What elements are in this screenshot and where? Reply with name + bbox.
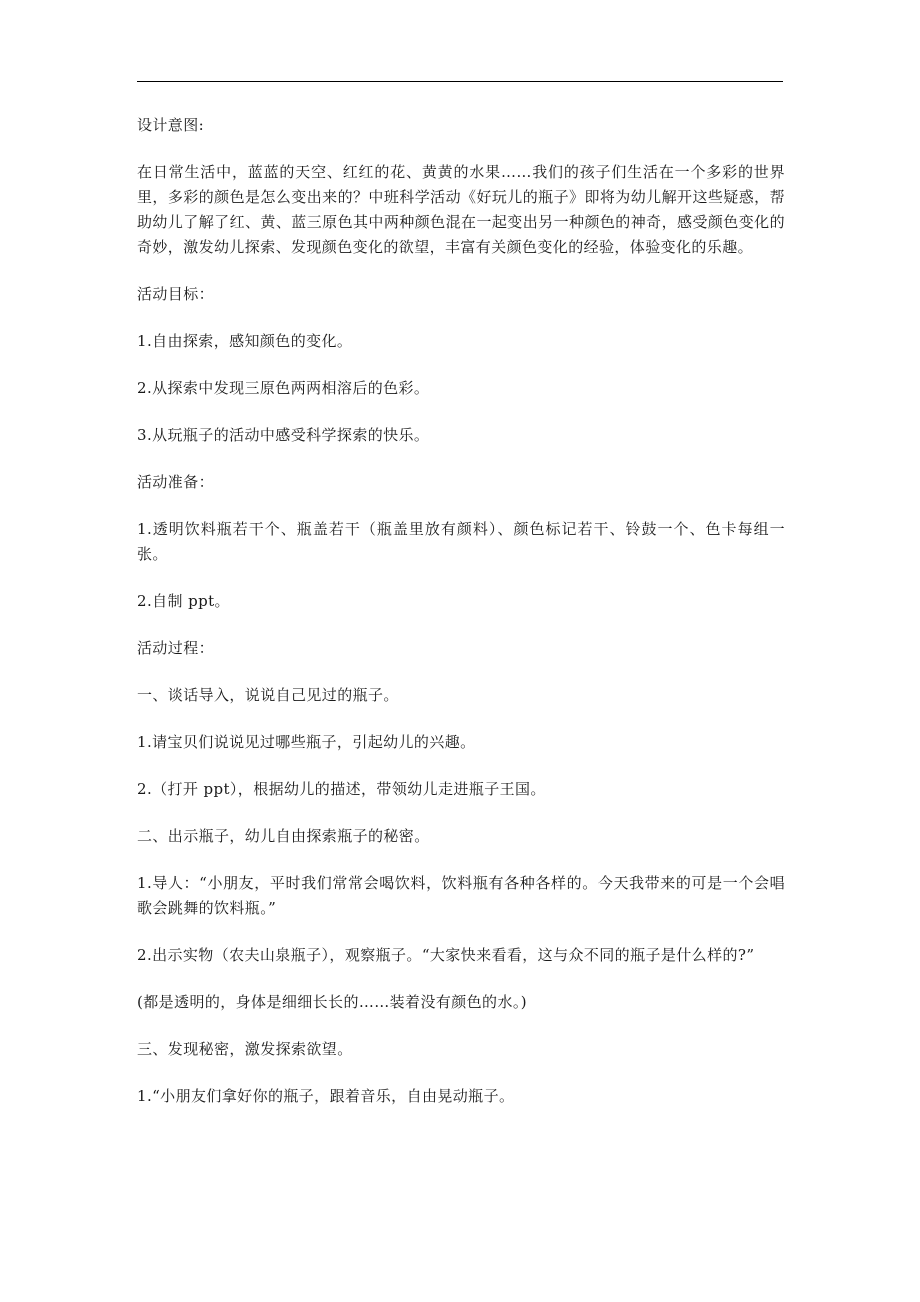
document-body — [137, 113, 785, 1131]
goal-item: 1.自由探索，感知颜色的变化。 — [137, 332, 353, 350]
heading-design-intent: 设计意图: — [137, 116, 205, 134]
prep-item: 1.透明饮料瓶若干个、瓶盖若干（瓶盖里放有颜料）、颜色标记若干、铃鼓一个、色卡每组一张。 — [137, 520, 785, 563]
process-step: (都是透明的，身体是细细长长的……装着没有颜色的水。) — [137, 993, 528, 1011]
process-step: 2.（打开 ppt），根据幼儿的描述，带领幼儿走进瓶子王国。 — [137, 780, 546, 798]
process-step: 二、出示瓶子，幼儿自由探索瓶子的秘密。 — [137, 827, 430, 845]
heading-activity-process: 活动过程： — [137, 639, 215, 657]
process-step: 1.“小朋友们拿好你的瓶子，跟着音乐，自由晃动瓶子。 — [137, 1087, 515, 1105]
prep-item: 2.自制 ppt。 — [137, 592, 230, 610]
header-rule — [137, 81, 783, 82]
process-step: 1.请宝贝们说说见过哪些瓶子，引起幼儿的兴趣。 — [137, 733, 476, 751]
intro-paragraph: 在日常生活中，蓝蓝的天空、红红的花、黄黄的水果……我们的孩子们生活在一个多彩的世界里，多彩的颜色是怎么变出来的？中班科学活动《好玩儿的瓶子》即将为幼儿解开这些疑惑，帮助幼儿了解了红、黄、蓝三原色其中两种颜色混在一起变出另一种颜色的神奇，感受颜色变化的奇妙，激发幼儿探索、发现颜色变化的欲望，丰富有关颜色变化的经验，体验变化的乐趣。 — [137, 163, 785, 256]
heading-activity-preparation: 活动准备： — [137, 473, 215, 491]
heading-activity-goals: 活动目标： — [137, 285, 215, 303]
process-step: 一、谈话导入，说说自己见过的瓶子。 — [137, 686, 399, 704]
process-step: 2.出示实物（农夫山泉瓶子），观察瓶子。“大家快来看看，这与众不同的瓶子是什么样的?” — [137, 946, 755, 964]
goal-item: 2.从探索中发现三原色两两相溶后的色彩。 — [137, 379, 430, 397]
process-step: 1.导人：“小朋友，平时我们常常会喝饮料，饮料瓶有各种各样的。今天我带来的可是一个会唱歌会跳舞的饮料瓶。” — [137, 874, 785, 917]
goal-item: 3.从玩瓶子的活动中感受科学探索的快乐。 — [137, 426, 430, 444]
process-step: 三、发现秘密，激发探索欲望。 — [137, 1040, 353, 1058]
